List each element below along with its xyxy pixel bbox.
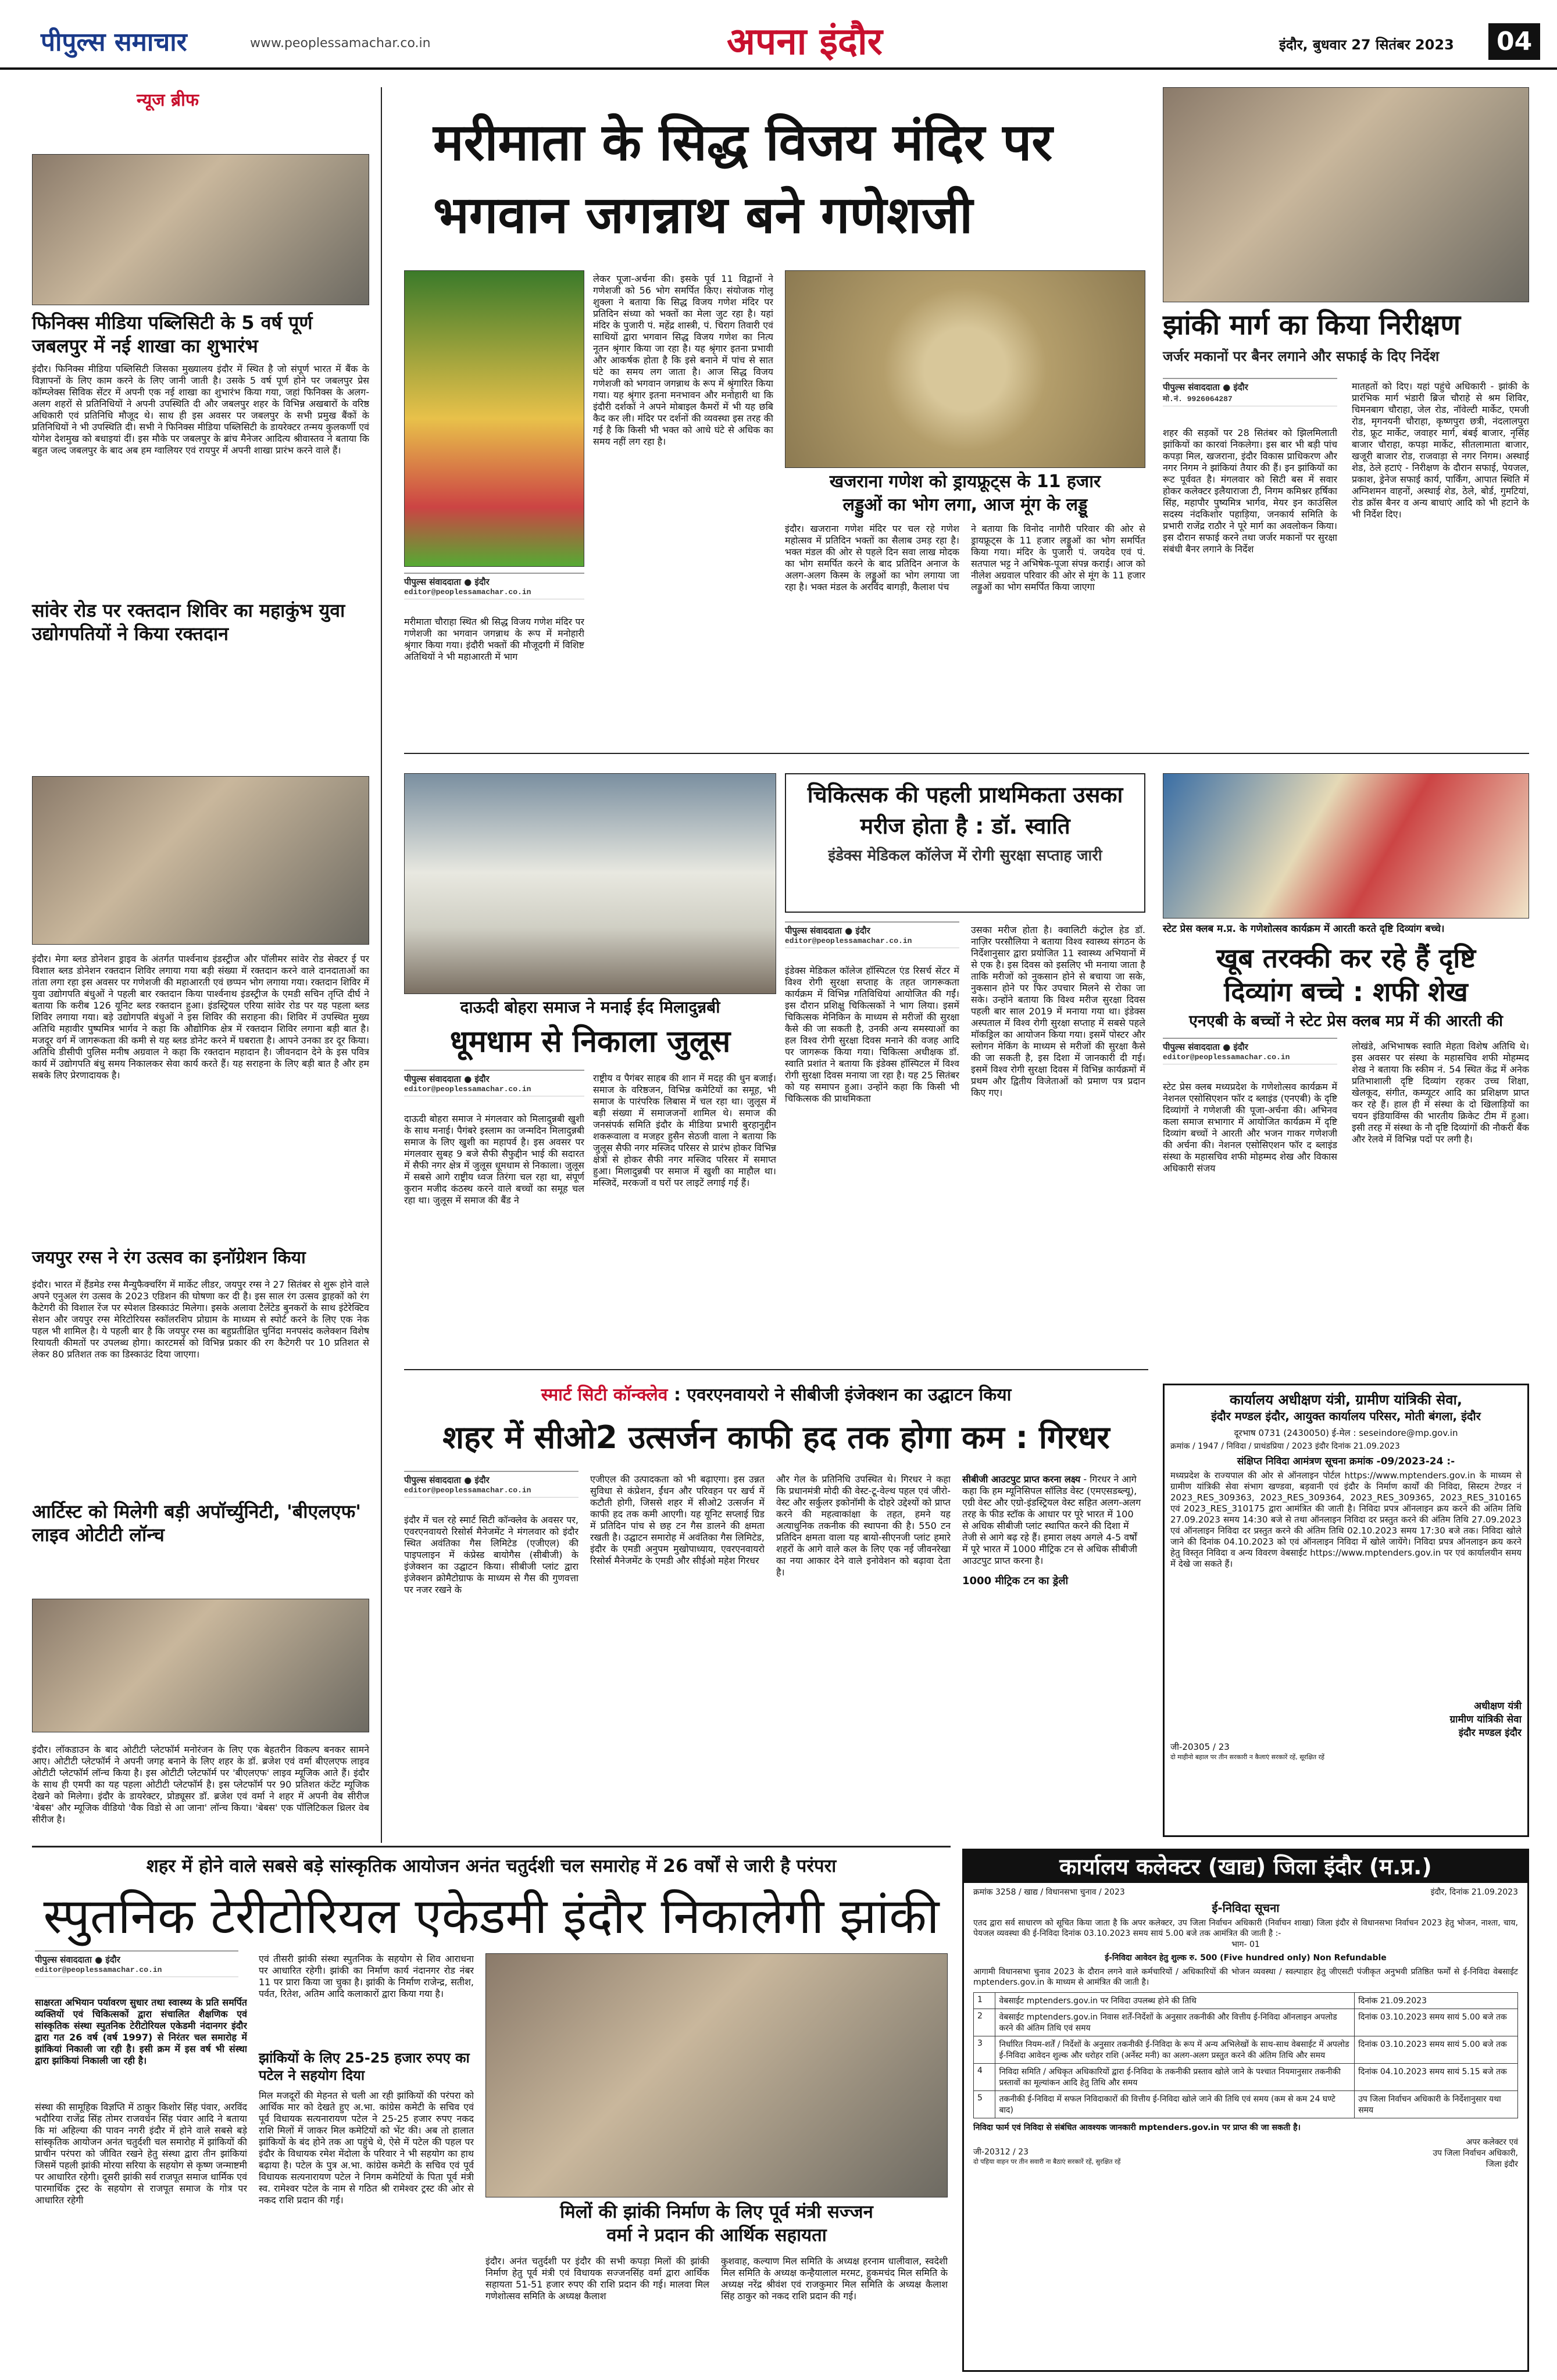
smart-city-box-title: सीबीजी आउटपुट प्राप्त करना लक्ष्य bbox=[962, 1474, 1081, 1485]
collector-notice bbox=[962, 1849, 1529, 2372]
drishti-col-2: लोखंडे, अभिभाषक स्वाति मेहता विशेष अतिथि थे। इस अवसर पर संस्था के महासचिव शफी मोहम्मद शेख ने बताया कि स्कीम नं. 54 स्थित केंद्र में अनेक प्रतिभाशाली दृष्टि दिव्यांग रहकर उच्च शिक्षा, खेलकूद, संगीत, कम्प्यूटर आदि का प्रशिक्षण प्राप्त कर रहे हैं। हाल ही में संस्था के दो खिलाड़ियों का चयन इंडियाविंग्स की भारतीय क्रिकेट टीम में हुआ। इसी तरह में संस्था के नौ दृष्टि दिव्यांगों की नौकरी बैंक और रेलवे में विभिन्न पदों पर लगी है। bbox=[1352, 1041, 1529, 1145]
tender-res-contact: दूरभाष 0731 (2430050) ई-मेल : seseindore@mp.gov.in bbox=[1234, 1428, 1458, 1438]
schedule-cell-desc: निविदा समिति / अधिकृत अधिकारियों द्वारा ई-निविदा के तकनीकी प्रस्ताव खोले जाने के पश्चात नियमानुसार तकनीकी प्रस्तावों का मूल्यांकन आदि हेतु तिथि और समय bbox=[995, 2064, 1355, 2091]
schedule-cell-no: 4 bbox=[974, 2064, 995, 2091]
smart-city-kicker-rest: : एवरएनवायरो ने सीबीजी इंजेक्शन का उद्घाटन किया bbox=[673, 1385, 1012, 1405]
sputnik-headline: स्पुतनिक टेरीटोरियल एकेडमी इंदौर निकालेगी झांकी bbox=[43, 1888, 940, 1945]
drishti-headline-1: खूब तरक्की कर रहे हैं दृष्टि bbox=[1216, 942, 1476, 974]
doctor-col-2: उसका मरीज होता है। क्वालिटी कंट्रोल हेड डॉ. नाज़िर परसौलिया ने बताया विश्व स्वास्थ्य संगठन के निर्देशानुसार द्वारा प्रयोजित 11 स्वास्थ्य अभियानों में से एक है। इस दिवस को इसलिए भी मनाया जाता है ताकि मरीजों को नुकसान होने से बचाया जा सके, नुकसान होने पर फिर उपचार मिलने से रोका जा सके। उन्होंने बताया कि विश्व मरीज सुरक्षा दिवस पहली बार साल 2019 में मनाया गया था। इंडेक्स अस्पताल में विश्व रोगी सुरक्षा सप्ताह में सबसे पहले मॉकड्रिल का आयोजन किया गया। इसमें पोस्टर और स्लोगन मेकिंग के माध्यम से मरीजों की सुरक्षा कैसे की जा सकती है, इस दिशा में जानकारी दी गई। इसमें विश्व रोगी सुरक्षा दिवस में विभिन्न कार्यक्रमों में प्रथम और द्वितीय विजेताओं को प्रमाण पत्र प्रदान किए गए। bbox=[971, 924, 1145, 1098]
brief-4-title: आर्टिस्ट को मिलेगी बड़ी अपॉर्च्युनिटी, 'बीएलएफ' लाइव ओटीटी लॉन्च bbox=[32, 1500, 362, 1546]
collector-title: ई-निविदा सूचना bbox=[1212, 1901, 1280, 1915]
verma-photo bbox=[485, 1953, 948, 2197]
bohra-byline-city: इंदौर bbox=[474, 1074, 490, 1084]
sputnik-sub-headline: झांकियों के लिए 25-25 हजार रुपए का पटेल ने सहयोग दिया bbox=[259, 2050, 470, 2084]
tender-res-notice-title: संक्षिप्त निविदा आमंत्रण सूचना क्रमांक -09/2023-24 :- bbox=[1237, 1456, 1455, 1467]
section-rule-2 bbox=[404, 1369, 1148, 1370]
jhanki-byline: पीपुल्स संवाददाता ● इंदौर मो.नं. 9926064287 bbox=[1163, 378, 1337, 406]
smart-city-email[interactable]: editor@peoplessamachar.co.in bbox=[404, 1486, 531, 1495]
smart-city-col-3: और गेल के प्रतिनिधि उपस्थित थे। गिरधर ने कहा कि प्रधानमंत्री मोदी की वेस्ट-टू-वेल्थ पहल एवं जीरो-वेस्ट और सर्कुलर इकोनॉमी के दोहरे उद्देश्यों को प्राप्त करने की महत्वाकांक्षा के तहत, हमने यह अत्याधुनिक तकनीक की स्थापना की है। 550 टन प्रतिदिन क्षमता वाला यह बायो-सीएनजी प्लांट हमारे शहरों के आगे वाले कल के लिए एक नई जीवनरेखा का नया आकार देने वाले इनोवेशन को बढ़ावा देता है। bbox=[776, 1474, 951, 1578]
collector-ref-right: इंदौर, दिनांक 21.09.2023 bbox=[1430, 1888, 1518, 1897]
drishti-byline: पीपुल्स संवाददाता ● इंदौर editor@peoplessamachar.co.in bbox=[1163, 1038, 1337, 1064]
drishti-photo bbox=[1163, 773, 1529, 919]
collector-fee: ई-निविदा आवेदन हेतु शुल्क रु. 500 (Five hundred only) Non Refundable bbox=[1105, 1953, 1387, 1963]
schedule-cell-no: 2 bbox=[974, 2009, 995, 2036]
schedule-cell-no: 1 bbox=[974, 1993, 995, 2009]
brief-1-body: इंदौर। फिनिक्स मीडिया पब्लिसिटी जिसका मुख्यालय इंदौर में स्थित है जो संपूर्ण भारत में बैंक के विज्ञापनों के लिए काम करने के लिए जानी जाती है। उसके 5 वर्ष पूर्ण होने पर जबलपुर प्रेस कॉम्प्लेक्स सिविक सेंटर में अपनी एक नई शाखा का शुभारंभ किया गया, जहां फिनिक्स के अलग-अलग शहरों से प्रतिनिधियों ने अपनी उपस्थिति दी और जबलपुर शहर के विभिन्न अखबारों के वरिष्ठ अधिकारी एवं प्रतिनिधि मौजूद थे। साथ ही इस अवसर पर जबलपुर के सभी प्रमुख बैंकों के प्रतिनिधियों ने भी उपस्थिति दी। सभी ने फिनिक्स मीडिया पब्लिसिटी के डायरेक्टर तन्मय कुलकर्णी एवं योगेश देशमुख को बधाइयां दीं। इस मौके पर जबलपुर के ब्रांच मैनेजर आदित्य श्रीवास्तव ने बताया कि बहुत जल्द जबलपुर के बाद अब हम ग्वालियर एवं रायपुर में अपनी शाखा प्रारंभ करने वाले हैं। bbox=[32, 363, 369, 456]
schedule-cell-no: 5 bbox=[974, 2091, 995, 2118]
smart-city-highlight: 1000 मीट्रिक टन का ड्रेली bbox=[962, 1575, 1069, 1587]
tender-res-sign-1: अधीक्षण यंत्री bbox=[1474, 1700, 1522, 1712]
verma-caption-1: मिलों की झांकी निर्माण के लिए पूर्व मंत्री सज्जन bbox=[560, 2202, 873, 2222]
sputnik-email[interactable]: editor@peoplessamachar.co.in bbox=[35, 1966, 162, 1974]
doctor-col-1: इंडेक्स मेडिकल कॉलेज हॉस्पिटल एंड रिसर्च सेंटर में विश्व रोगी सुरक्षा सप्ताह के तहत जागरूकता कार्यक्रम में विभिन्न गतिविधियां आयोजित की गईं। इस दौरान प्रशिक्षु चिकित्सकों ने भाग लिया। इसमें चिकित्सक मेनिकिन के माध्यम से मरीजों की सुरक्षा कैसे की जा सकती है, उनकी अन्य समस्याओं का हल विश्व रोगी सुरक्षा दिवस मनाने की वजह आदि पर जागरूक किया गया। चिकित्सा अधीक्षक डॉ. स्वाति प्रशांत ने बताया कि इंडेक्स हॉस्पिटल में विश्व रोगी सुरक्षा दिवस मनाया जा रहा है। यह 25 सितंबर को यह समापन हुआ। उन्होंने कहा कि किसी भी चिकित्सक की प्राथमिकता bbox=[785, 965, 959, 1104]
smart-city-col-4-text: - गिरधर ने आगे कहा कि हम म्यूनिसिपल सॉलिड वेस्ट (एमएसडब्ल्यू), एग्री वेस्ट और एग्रो-इंडस्ट्रियल वेस्ट सहित अलग-अलग तरह के फीड स्टॉक के आधार पर पूरे भारत में 100 से अधिक सीबीजी प्लांट स्थापित करने की दिशा में तेजी से आगे बढ़ रहे हैं। हमारा लक्ष्य अगले 4-5 वर्षों में पूरे भारत में 1000 मीट्रिक टन से अधिक सीबीजी आउटपुट प्राप्त करना है। bbox=[962, 1474, 1141, 1566]
drishti-byline-city: इंदौर bbox=[1233, 1042, 1248, 1052]
schedule-row bbox=[974, 2091, 1518, 2118]
collector-para2: आगामी विधानसभा चुनाव 2023 के दौरान लगने वाले कर्मचारियों / अधिकारियों की भोजन व्यवस्था / स्वल्पाहार हेतु जीएसटी पंजीकृत अनुभवी प्रतिष्ठित फर्मों से ई-निविदा वेबसाईट mptenders.gov.in के माध्यम से आमंत्रित की जाती है। bbox=[973, 1967, 1518, 1987]
lead-byline-name: पीपुल्स संवाददाता bbox=[404, 577, 461, 587]
doctor-headline: चिकित्सक की पहली प्राथमिकता उसका मरीज होता है : डॉ. स्वाति bbox=[807, 782, 1123, 839]
sputnik-kicker: शहर में होने वाले सबसे बड़े सांस्कृतिक आयोजन अनंत चतुर्दशी चल समारोह में 26 वर्षों से जारी है परंपरा bbox=[146, 1856, 837, 1877]
schedule-cell-date: दिनांक 03.10.2023 समय सायं 5.00 बजे तक bbox=[1355, 2009, 1518, 2036]
website-url[interactable]: www.peoplessamachar.co.in bbox=[250, 36, 431, 51]
schedule-row bbox=[974, 1993, 1518, 2009]
khajrana-col-1: इंदौर। खजराना गणेश मंदिर पर चल रहे गणेश महोत्सव में प्रतिदिन भक्तों का सैलाब उमड़ रहा है। भक्त मंडल की ओर से पहले दिन सवा लाख मोदक का भोग समर्पित करने के बाद प्रतिदिन अनाज के अलग-अलग किस्म के लड्डुओं का भोग लगाया जा रहा है। भक्त मंडल के अरविंद बागड़ी, कैलाश पंच bbox=[785, 523, 959, 592]
drishti-subhead: एनएबी के बच्चों ने स्टेट प्रेस क्लब मप्र में की आरती की bbox=[1188, 1012, 1503, 1030]
page-number: 04 bbox=[1488, 23, 1540, 60]
brief-photo-2 bbox=[32, 776, 369, 945]
brief-photo-1 bbox=[32, 154, 369, 305]
brief-3-body: इंदौर। भारत में हैंडमेड रग्स मैन्युफैक्चरिंग में मार्केट लीडर, जयपुर रग्स ने 27 सितंबर से शुरू होने वाले अपने एनुअल रंग उत्सव के 2023 एडिशन की घोषणा कर दी है। इस साल रंग उत्सव ड्राहकों को रंग कैटेगरी की विशाल रेंज पर स्पेशल डिस्काउंट मिलेगा। इसके अलावा टैलेंटेड बुनकरों के साथ इंटेरेक्टिव सेशन और जयपुर रग्स मेरिटोरियस स्कॉलरशिप प्रोग्राम के माध्यम से स्पोर्ट करने के लिए एक नेक पहल भी शामिल है। ये पहली बार है कि जयपुर रग्स का बहुप्रतीक्षित चुनिंदा मनपसंद कलेक्शन विशेष रियायती कीमतों पर उपलब्ध होगा। कारटमर्स को विभिन्न प्रकार की रग कैटेगरी पर 10 प्रतिशत से लेकर 80 प्रतिशत तक का डिस्काउंट दिया जाएगा। bbox=[32, 1279, 369, 1360]
smart-city-kicker-label: स्मार्ट सिटी कॉन्क्लेव bbox=[541, 1385, 668, 1405]
smart-city-byline: पीपुल्स संवाददाता ● इंदौर editor@peoplessamachar.co.in bbox=[404, 1471, 578, 1498]
drishti-headline-2: दिव्यांग बच्चे : शफी शेख bbox=[1224, 976, 1468, 1007]
tender-res-ref: क्रमांक / 1947 / निविदा / प्राथंडप्रिया / 2023 इंदौर दिनांक 21.09.2023 bbox=[1170, 1442, 1400, 1451]
doctor-headline-box bbox=[785, 773, 1145, 913]
sputnik-col-2b: मिल मजदूरों की मेहनत से चली आ रही झांकियों की परंपरा को आर्थिक मार को देखते हुए अ.भा. कांग्रेस कमेटी के सचिव एवं पूर्व विधायक सत्यनारायण पटेल ने 25-25 हजार रुपए नकद राशि मिलों में जाकर मिल कमेटियों को भेंट की। अब तो हालात झांकियों के बंद होने तक आ पहुंचे थे, ऐसे में पटेल की पहल पर इंदौर के विधायक रमेश मेंदोला के परिवार ने भी सहयोग का हाथ बढ़ाया है। पटेल के पुत्र अ.भा. कांग्रेस कमेटी के सचिव एवं पूर्व विधायक सत्यनारायण पटेल ने निगम कमेटियों के पिता पूर्व मंत्री स्व. रामेश्वर पटेल के नाम से गठित श्री रामेश्वर ट्रस्ट की ओर से नकद राशि प्रदान की गई। bbox=[259, 2090, 474, 2206]
brief-2-title: सांवेर रोड पर रक्तदान शिविर का महाकुंभ युवा उद्योगपतियों ने किया रक्तदान bbox=[32, 599, 345, 645]
jhanki-col-2: मातहतों को दिए। यहां पहुंचे अधिकारी - झांकी के प्रारंभिक मार्ग भंडारी ब्रिज चौराहे से श्रम शिविर, चिमनबाग चौराहा, जेल रोड, नॉवेल्टी मार्केट, एमजी रोड, मृगनयनी चौराहा, कृष्णपुरा छत्री, नंदलालपुरा रोड, फ्रूट मार्केट, जवाहर मार्ग, बंबई बाजार, नृसिंह बाजार चौराहा, कपड़ा मार्केट, सीतलामाता बाजार, खजूरी बाजार रोड, राजवाड़ा से नगर निगम। अस्थाई शेड, ठेले हटाएं - निरीक्षण के दौरान सफाई, पेयजल, प्रकाश, ड्रेनेज सफाई कार्य, पार्किंग, आपात स्थिति में अग्निशमन वाहनों, अस्थाई शेड, ठेले, बोर्ड, गुमटियां, रोड क्रॉस बैनर व अन्य बाधाएं आदि को भी हटाने के भी निर्देश दिए। bbox=[1352, 381, 1529, 520]
brief-photo-4 bbox=[32, 1599, 369, 1732]
column-divider bbox=[381, 87, 382, 1843]
doctor-byline-name: पीपुल्स संवाददाता bbox=[785, 925, 842, 936]
collector-headline: कार्यालय कलेक्टर (खाद्य) जिला इंदौर (म.प्र.) bbox=[964, 1850, 1527, 1883]
khajrana-caption-1: खजराना गणेश को ड्रायफ्रूट्स के 11 हजार bbox=[785, 471, 1145, 493]
schedule-row bbox=[974, 2009, 1518, 2036]
drishti-email[interactable]: editor@peoplessamachar.co.in bbox=[1163, 1053, 1290, 1062]
sputnik-byline: पीपुल्स संवाददाता ● इंदौर editor@peoplessamachar.co.in bbox=[35, 1950, 238, 1977]
tender-res-code: जी-20305 / 23 bbox=[1170, 1742, 1230, 1752]
drishti-caption: स्टेट प्रेस क्लब म.प्र. के गणेशोत्सव कार्यक्रम में आरती करते दृष्टि दिव्यांग बच्चे। bbox=[1163, 923, 1445, 935]
section-rule-3 bbox=[32, 1846, 951, 1847]
smart-city-col-4 bbox=[962, 1474, 1142, 1837]
jhanki-subhead: जर्जर मकानों पर बैनर लगाने और सफाई के दिए निर्देश bbox=[1163, 348, 1440, 364]
schedule-cell-date: दिनांक 04.10.2023 समय सायं 5.15 बजे तक bbox=[1355, 2064, 1518, 2091]
brief-1-title: फिनिक्स मीडिया पब्लिसिटी के 5 वर्ष पूर्ण जबलपुर में नई शाखा का शुभारंभ bbox=[32, 312, 313, 357]
bohra-col-1: दाऊदी बोहरा समाज ने मंगलवार को मिलादुन्नबी खुशी के साथ मनाई। पैगंबरे इस्लाम का जन्मदिन मिलादुन्नबी समाज के लिए खुशी का महापर्व है। इस अवसर पर मंगलवार सुबह 9 बजे सैफी सैफुद्दीन भाई की सदारत में सैफी नगर क्षेत्र में जुलूस धूमधाम से निकाला। जुलूस में सबसे आगे राष्ट्रीय ध्वज तिरंगा चल रहा था, संपूर्ण कुरान मजीद कंठस्थ करने वाले बच्चों का समूह चल रहा था। जुलूस में समाज की बैंड ने bbox=[404, 1113, 584, 1206]
bohra-byline-name: पीपुल्स संवाददाता bbox=[404, 1074, 461, 1084]
sputnik-col-2: एवं तीसरी झांकी संस्था स्पुतनिक के सहयोग से शिव आराधना पर आधारित रहेगी। झांकी का निर्माण कार्य नंदानगर रोड नंबर 11 पर प्रारा किया जा चुका है। झांकी के निर्माण राजेन्द्र, सतीश, पर्वत, रितेश, अतिम आदि कलाकारों द्वारा किया गया है। bbox=[259, 1953, 474, 1999]
schedule-cell-desc: वेबसाईट mptenders.gov.in निवास शर्तें-निर्देशों के अनुसार तकनीकी और वित्तीय ई-निविदा ऑनलाइन अपलोड करने की अंतिम तिथि एवं समय bbox=[995, 2009, 1355, 2036]
drishti-byline-name: पीपुल्स संवाददाता bbox=[1163, 1042, 1220, 1052]
verma-col-2: कुशवाह, कल्याण मिल समिति के अध्यक्ष हरनाम धालीवाल, स्वदेशी मिल समिति के अध्यक्ष कन्हैयालाल मरमट, हुकमचंद मिल समिति के अध्यक्ष नरेंद्र श्रीवंश एवं राजकुमार मिल समिति के अध्यक्ष कैलाश सिंह ठाकुर को नकद राशि प्रदान की गई। bbox=[721, 2256, 948, 2302]
tender-res-footnote: दो माहीनो बहाल पर तीन सरकारी न कैलाएं सरकारें रहें, सूरक्षित रहें bbox=[1170, 1753, 1324, 1761]
collector-bhag: भाग- 01 bbox=[1231, 1940, 1260, 1949]
schedule-cell-date: दिनांक 03.10.2023 समय सायं 5.00 बजे तक bbox=[1355, 2036, 1518, 2064]
collector-ref-left: क्रमांक 3258 / खाद्य / विधानसभा चुनाव / 2023 bbox=[973, 1888, 1125, 1897]
collector-footer-note: निविदा फार्म एवं निविदा से संबंधित आवश्यक जानकारी mptenders.gov.in पर प्राप्त की जा सकती है। bbox=[973, 2123, 1301, 2132]
schedule-cell-desc: तकनीकी ई-निविदा में सफल निविदाकारों की वित्तीय ई-निविदा खोले जाने की तिथि एवं समय (कम से कम 24 घण्टे बाद) bbox=[995, 2091, 1355, 2118]
schedule-cell-date: दिनांक 21.09.2023 bbox=[1355, 1993, 1518, 2009]
tender-res-sign-2: ग्रामीण यांत्रिकी सेवा bbox=[1449, 1714, 1522, 1725]
collector-footnote: दो पहिया वाहन पर तीन सवारी ना बैठाएं सरकारें रहें, सुरक्षित रहें bbox=[973, 2158, 1121, 2165]
brief-4-body: इंदौर। लॉकडाउन के बाद ओटीटी प्लेटफॉर्म मनोरंजन के लिए एक बेहतरीन विकल्प बनकर सामने आए। ओटीटी प्लेटफॉर्म ने अपनी जगह बनाने के लिए शहर के डॉ. ब्रजेश एवं वर्मा बीएलएफ लाइव ओटीटी प्लेटफॉर्म लॉन्च किया है। इस ओटीटी प्लेटफॉर्म पर 'बीएलएफ' लाइव म्यूजिक आते हैं। इंदौर के साथ ही एमपी का यह पहला ओटीटी प्लेटफॉर्म है। इस प्लेटफॉर्म पर 90 प्रतिशत कंटेंट म्यूजिक देखने को मिलेगा। इंदौर के डायरेक्टर, प्रोड्यूसर डॉ. ब्रजेश एवं वर्मा ने शहर में अपनी वेब सीरीज 'बेबस' और म्यूजिक वीडियो 'वैक विडो से आ जाना' लॉन्च किया। 'बेबस' एक पॉलिटिकल थ्रिलर वेब सीरीज है। bbox=[32, 1744, 369, 1825]
doctor-byline: पीपुल्स संवाददाता ● इंदौर editor@peoplessamachar.co.in bbox=[785, 921, 959, 948]
drishti-col-1: स्टेट प्रेस क्लब मध्यप्रदेश के गणेशोत्सव कार्यक्रम में नेशनल एसोसिएशन फॉर द ब्लाइंड (एनएबी) के दृष्टि दिव्यांगों ने गणेशजी की पूजा-अर्चना की। अभिनव कला समाज सभागार में आयोजित कार्यक्रम में दृष्टि दिव्यांग बच्चों ने आरती और भजन गाकर गणेशजी की अर्चना की। नेशनल एसोसिएशन फॉर द ब्लाइंड संस्था के महासचिव शफी मोहम्मद शेख और विकास अधिकारी संजय bbox=[1163, 1081, 1337, 1174]
smart-city-col-2: एजीएल की उत्पादकता को भी बढ़ाएगा। इस उन्नत सुविधा से कंप्रेशन, ईंधन और परिवहन पर खर्च में कटौती होगी, जिससे शहर में सीओ2 उत्सर्जन में काफी हद तक कमी आएगी। यह यूनिट सप्लाई ग्रिड में प्रतिदिन पांच से छह टन गैस डालने की क्षमता रखती है। उद्घाटन समारोह में अवंतिका गैस लिमिटेड, इंदौर के एमडी अनुपम मुखोपाध्याय, एवरएनवायरो रिसोर्स मैनेजमेंट के एमडी और सीईओ महेश गिरधर bbox=[590, 1474, 765, 1566]
sputnik-byline-city: इंदौर bbox=[105, 1954, 120, 1965]
bohra-email[interactable]: editor@peoplessamachar.co.in bbox=[404, 1085, 531, 1093]
news-brief-column bbox=[32, 87, 369, 2029]
tender-res-office-2: इंदौर मण्डल इंदौर, आयुक्त कार्यालय परिसर, मोती बंगला, इंदौर bbox=[1211, 1409, 1481, 1423]
bohra-caption: दाऊदी बोहरा समाज ने मनाई ईद मिलादुन्नबी bbox=[460, 998, 720, 1017]
jhanki-mobile[interactable]: मो.नं. 9926064287 bbox=[1163, 395, 1233, 403]
collector-code: जी-20312 / 23 bbox=[973, 2147, 1029, 2157]
brief-2-body: इंदौर। मेगा ब्लड डोनेशन ड्राइव के अंतर्गत पार्श्वनाथ इंडस्ट्रीज और पॉलीमर सांवेर रोड सेक्टर ई पर विशाल ब्लड डोनेशन रक्तदान शिविर लगाया गया बड़ी संख्या में रक्तदान करने वाले दानदाताओं का तांता लगा रहा इस अवसर पर गणेशजी की महाआरती एवं छप्पन भोग लगाया गया। रक्तदान शिविर में युवा उद्योगपति बंधुओं ने पहली बार रक्तदान किया पार्श्वनाथ इंडस्ट्रीज के एमडी सचिन तृप्ति दीर्घ ने बताया कि करीब 126 यूनिट ब्लड रक्तदान हुआ। इंडस्ट्रियल एरिया सांवेर रोड पर यह पहला ब्लड शिविर लगाया गया। बड़े उद्योगपति बंधुओं ने इस शिविर की सराहना की। शिविर में उपस्थित मुख्य अतिथि महावीर पुष्पमित्र भार्गव ने कहा कि औद्योगिक क्षेत्र में रक्तदान शिविर लगाना बड़ी बात है। मजदूर वर्ग में जागरूकता की कमी से यह ब्लड डोनेट करने में घबराता है। आपने उनका डर दूर किया। अतिथि डीसीपी पुलिस मनीष अग्रवाल ने कहा कि रक्तदान महादान है। जीवनदान देने के इस पवित्र कार्य में उद्योगपति बंधु समय निकालकर सेवा कार्य करते हैं। यह सराहना के लिए बड़ी बात है और हम सबके लिए प्रेरणादायक है। bbox=[32, 953, 369, 1081]
section-rule-1 bbox=[404, 753, 1529, 754]
jhanki-col-1: शहर की सड़कों पर 28 सितंबर को झिलमिलाती झांकियों का कारवां निकलेगा। इस बार भी बड़ी पांच कपड़ा मिल, खजराना, इंदौर विकास प्राधिकरण और नगर निगम ने झांकियां तैयार की हैं। इन झांकियों का रूट पूर्ववत है। मंगलवार को सिटी बस में सवार होकर कलेक्टर इलैयाराजा टी, निगम कमिश्नर हर्षिका सिंह, महापौर पुष्यमित्र भार्गव, मेयर इन काउंसिल सदस्य नंदकिशोर पहाड़िया, जनकार्य समिति के प्रभारी राजेंद्र राठौर ने पूरे मार्ग का अवलोकन किया। इस दौरान सफाई करने तथा जर्जर मकानों पर सुरक्षा संबंधी बैनर लगाने के निर्देश bbox=[1163, 427, 1337, 555]
smart-city-byline-city: इंदौर bbox=[474, 1475, 490, 1485]
jhanki-byline-city: इंदौर bbox=[1233, 382, 1248, 392]
sputnik-lead: साक्षरता अभियान पर्यावरण सुधार तथा स्वास्थ्य के प्रति समर्पित व्यक्तियों एवं चिकित्सकों द्वारा संचालित शैक्षणिक एवं सांस्कृतिक संस्था स्पुतनिक टेरीटोरियल एकेडमी नंदानगर इंदौर द्वारा गत 26 वर्ष (वर्ष 1997) से निरंतर चल समारोह में झांकियां निकाली जा रही है। इसी क्रम में इस वर्ष भी संस्था द्वारा झांकियां निकाली जा रही है। bbox=[35, 1997, 247, 2066]
laddu-photo bbox=[785, 270, 1145, 468]
lead-email[interactable]: editor@peoplessamachar.co.in bbox=[404, 588, 531, 596]
collector-schedule-table bbox=[973, 1992, 1518, 2118]
sputnik-byline-name: पीपुल्स संवाददाता bbox=[35, 1954, 92, 1965]
news-brief-label: न्यूज ब्रीफ bbox=[137, 90, 199, 110]
verma-caption-2: वर्मा ने प्रदान की आर्थिक सहायता bbox=[606, 2225, 827, 2246]
collector-intro: एतद द्वारा सर्व साधारण को सूचित किया जाता है कि अपर कलेक्टर, उप जिला निर्वाचन अधिकारी (निर्वाचन शाखा) जिला इंदौर से विधानसभा निर्वाचन 2023 हेतु भोजन, नाश्ता, चाय, पेयजल व्यवस्था की ई-निविदा दिनांक 03.10.2023 समय सायं 5.00 बजे तक आमंत्रित की जाती है :- bbox=[973, 1918, 1518, 1938]
dateline: इंदौर, बुधवार 27 सितंबर 2023 bbox=[1279, 37, 1454, 53]
collector-sign-3: जिला इंदौर bbox=[1485, 2160, 1518, 2169]
section-title: अपना इंदौर bbox=[727, 20, 883, 63]
lead-headline-2: भगवान जगन्नाथ बने गणेशजी bbox=[433, 185, 973, 245]
bohra-photo bbox=[404, 773, 776, 994]
smart-city-col-1: इंदौर में चल रहे स्मार्ट सिटी कॉन्क्लेव के अवसर पर, एवरएनवायरो रिसोर्स मैनेजमेंट ने मंगलवार को इंदौर स्थित अवंतिका गैस लिमिटेड (एजीएल) की पाइपलाइन में कंप्रेस्ड बायोगैस (सीबीजी) के इंजेक्शन का उद्घाटन किया। सीबीजी प्लांट द्वारा इंजेक्शन क्रोमैटोग्राफ के माध्यम से गैस की गुणवत्ता पर नजर रखने के bbox=[404, 1514, 578, 1595]
lead-headline-1: मरीमाता के सिद्ध विजय मंदिर पर bbox=[433, 112, 1053, 172]
bohra-col-2: राष्ट्रीय व पैगंबर साहब की शान में मदह की धुन बजाई। समाज के वरिष्ठजन, विभिन्न कमेटियों का समूह, भी समाज के पारंपरिक लिबास में चल रहा था। जुलूस में बड़ी संख्या में समाजजनों शामिल थे। समाज की जनसंपर्क समिति इंदौर के मीडिया प्रभारी बुरहानुद्दीन शकरूवाला व मजहर हुसैन सेठजी वाला ने बताया कि जुलूस सैफी नगर मस्जिद परिसर से प्रारंभ होकर विभिन्न क्षेत्रों से होकर सैफी नगर मस्जिद परिसर में समाप्त हुआ। मिलादुन्नबी पर समाज में खुशी का माहौल था। मस्जिदें, मरकजों व घरों पर लाइटें लगाई गई हैं। bbox=[593, 1073, 776, 1188]
tender-res-notice bbox=[1163, 1384, 1529, 1837]
smart-city-headline: शहर में सीओ2 उत्सर्जन काफी हद तक होगा कम : गिरधर bbox=[442, 1419, 1110, 1456]
jhanki-byline-name: पीपुल्स संवाददाता bbox=[1163, 382, 1220, 392]
inspection-photo bbox=[1163, 87, 1529, 302]
doctor-byline-city: इंदौर bbox=[855, 925, 870, 936]
lead-col-1: मरीमाता चौराहा स्थित श्री सिद्ध विजय गणेश मंदिर पर गणेशजी का भगवान जगन्नाथ के रूप में मनोहारी श्रृंगार किया गया। इंदौरी भक्तों की मौजूदगी में विशिष्ट अतिथियों ने भी महाआरती में भाग bbox=[404, 616, 584, 662]
schedule-row bbox=[974, 2064, 1518, 2091]
khajrana-col-2: ने बताया कि विनोद नागौरी परिवार की ओर से ड्रायफ्रूट्स के 11 हजार लड्डुओं का भोग समर्पित किया गया। मंदिर के पुजारी पं. जयदेव एवं पं. सतपाल भट्ट ने अभिषेक-पूजा संपन्न कराई। आज को नीलेश अग्रवाल परिवार की ओर से मूंग के 11 हजार लड्डुओं का भोग समर्पित किया जाएगा bbox=[971, 523, 1145, 592]
jhanki-headline: झांकी मार्ग का किया निरीक्षण bbox=[1163, 309, 1461, 341]
ganesh-idol-photo bbox=[404, 270, 584, 567]
schedule-row bbox=[974, 2036, 1518, 2064]
bohra-byline: पीपुल्स संवाददाता ● इंदौर editor@peoplessamachar.co.in bbox=[404, 1070, 584, 1096]
smart-city-byline-name: पीपुल्स संवाददाता bbox=[404, 1475, 461, 1485]
brand-logo[interactable]: पीपुल्स समाचार bbox=[41, 27, 187, 57]
tender-res-body: मध्यप्रदेश के राज्यपाल की ओर से ऑनलाइन पोर्टल https://www.mptenders.gov.in के माध्यम से ग्रामीण यांत्रिकी सेवा संभाग खण्डवा, बड़वानी एवं इंदौर के निर्माण कार्यों की निविदा, सिस्टम टेण्डर नं 2023_RES_309363, 2023_RES_309364, 2023_RES_309365, 2023_RES_310165 एवं 2023_RES_310175 द्वारा आमंत्रित की जाती है। निविदा प्रपत्र ऑनलाइन क्रय करने की अंतिम तिथि 27.09.2023 समय 14:30 बजे से तथा ऑनलाइन निविदा दर प्रस्तुत करने की अंतिम तिथि 27.09.2023 एवं ऑनलाइन निविदा दर प्रस्तुत करने की अंतिम तिथि 02.10.2023 समय 17:30 बजे तक। निविदा खोले जाने की दिनांक 04.10.2023 को एवं ऑनलाइन निविदा में खोले जायेंगे। निविदा प्रपत्र ऑनलाइन क्रय करने हेतु विस्तृत निविदा व अन्य विवरण वेबसाईट https://www.mptenders.gov.in पर एवं कार्यालयीन समय में देखे जा सकते हैं। bbox=[1170, 1470, 1522, 1569]
smart-city-kicker bbox=[404, 1384, 1148, 1407]
schedule-cell-desc: वेबसाईट mptenders.gov.in पर निविदा उपलब्ध होने की तिथि bbox=[995, 1993, 1355, 2009]
sputnik-col-1: संस्था की सामूहिक विज्ञप्ति में ठाकुर किशोर सिंह पंवार, अरविंद भदौरिया राजेंद्र सिंह तोमर राजवर्धन सिंह पंवार आदि ने बताया कि मां अहिल्या की पावन नगरी इंदौर में होने वाले सबसे बड़े सांस्कृतिक आयोजन अनंत चतुर्दशी चल समारोह में झांकियों की प्राचीन परंपरा को जीवित रखने हेतु संस्था द्वारा तीन झांकियां जिसमें पहली झांकी मोरया सरिया के सहयोग से कृष्ण जन्माष्टमी पर आधारित रहेगी। दूसरी झांकी सर्व राजपूत समाज धार्मिक एवं पारमार्थिक ट्रस्ट के सहयोग से राजपूत समाज के गोत्र पर आधारित रहेगी bbox=[35, 2102, 247, 2206]
schedule-cell-desc: निर्धारित नियम-शर्तें / निर्देशों के अनुसार तकनीकी ई-निविदा के रूप में अन्य अभिलेखों के साथ-साथ वेबसाईट में अपलोड ई-निविदा आवेदन शुल्क और धरोहर राशि (अर्नेस्ट मनी) का अलग-अलग प्रस्तुत करने की अंतिम तिथि और समय bbox=[995, 2036, 1355, 2064]
schedule-cell-date: उप जिला निर्वाचन अधिकारी के निर्देशानुसार यथा समय bbox=[1355, 2091, 1518, 2118]
bohra-headline: धूमधाम से निकाला जुलूस bbox=[449, 1024, 731, 1059]
verma-col-1: इंदौर। अनंत चतुर्दशी पर इंदौर की सभी कपड़ा मिलों की झांकी निर्माण हेतु पूर्व मंत्री एवं विधायक सज्जनसिंह वर्मा द्वारा आर्थिक सहायता 51-51 हजार रुपए की राशि प्रदान की गई। मालवा मिल गणेशोत्सव समिति के अध्यक्ष कैलाश bbox=[485, 2256, 709, 2302]
brief-3-title: जयपुर रग्स ने रंग उत्सव का इनॉग्रेशन किया bbox=[32, 1248, 306, 1268]
collector-sign-2: उप जिला निर्वाचन अधिकारी, bbox=[1433, 2149, 1518, 2158]
masthead bbox=[0, 0, 1557, 70]
khajrana-caption-2: लड्डुओं का भोग लगा, आज मूंग के लड्डू bbox=[785, 494, 1145, 516]
lead-byline-city: इंदौर bbox=[474, 577, 490, 587]
collector-sign-1: अपर कलेक्टर एवं bbox=[1466, 2138, 1518, 2147]
lead-col-2: लेकर पूजा-अर्चना की। इसके पूर्व 11 विद्वानों ने गणेशजी को 56 भोग समर्पित किए। संयोजक गोलू शुक्ला ने बताया कि सिद्ध विजय गणेश मंदिर पर प्रतिदिन संध्या को भक्तों का मेला जुट रहा है। यहां मंदिर के पुजारी पं. महेंद्र शास्त्री, पं. चिराग तिवारी एवं साथियों द्वारा भगवान सिद्ध विजय गणेश का नित्य नूतन श्रृंगार किया जा रहा है। यह श्रृंगार इतना प्रभावी और आकर्षक होता है कि इसे बनाने में पांच से सात घंटे का समय लग जाता है। आज सिद्ध विजय गणेशजी को भगवान जगन्नाथ के रूप में श्रृंगारित किया गया। यह श्रृंगार इतना मनभावन और मनोहारी था कि इंदौरी दर्शकों ने अपने मोबाइल कैमरों में भी यह छबि कैद कर ली। मंदिर पर दर्शनों की व्यवस्था इस तरह की गई है कि किसी भी भक्त को आधे घंटे से अधिक का समय नहीं लग रहा है। bbox=[593, 273, 773, 447]
tender-res-office-1: कार्यालय अधीक्षण यंत्री, ग्रामीण यांत्रिकी सेवा, bbox=[1230, 1392, 1462, 1408]
lead-byline: पीपुल्स संवाददाता ● इंदौर editor@peoplessamachar.co.in bbox=[404, 573, 584, 599]
doctor-subhead: इंडेक्स मेडिकल कॉलेज में रोगी सुरक्षा सप्ताह जारी bbox=[828, 847, 1102, 864]
schedule-cell-no: 3 bbox=[974, 2036, 995, 2064]
doctor-email[interactable]: editor@peoplessamachar.co.in bbox=[785, 937, 912, 945]
tender-res-sign-3: इंदौर मण्डल इंदौर bbox=[1458, 1727, 1522, 1739]
